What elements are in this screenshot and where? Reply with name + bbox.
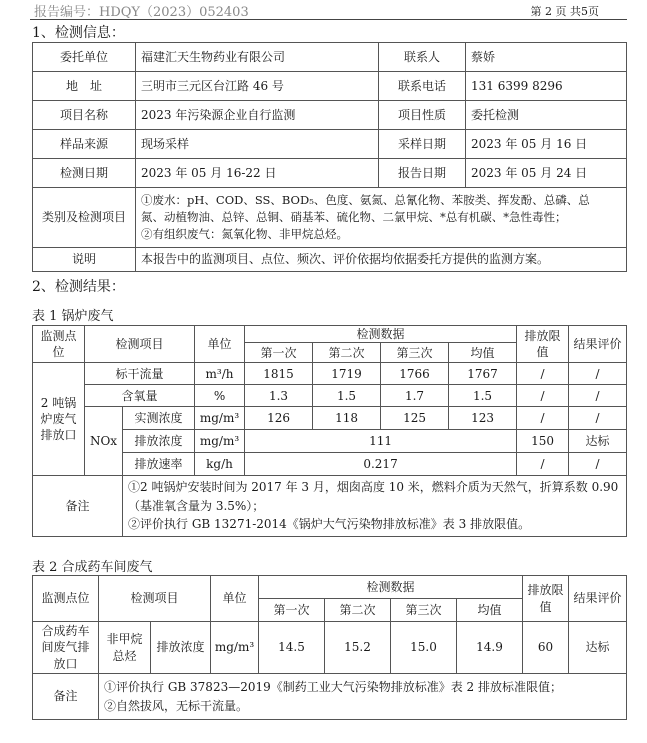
- t1-header-eval: 结果评价: [569, 326, 627, 363]
- table2-caption: 表 2 合成药车间废气: [32, 560, 153, 575]
- info-table: [32, 42, 627, 272]
- t2-item: 排放浓度: [151, 622, 211, 674]
- project-value: 2023 年污染源企业自行监测: [136, 101, 379, 130]
- category-line-2: 氮、动植物油、总锌、总铜、硝基苯、硫化物、二氯甲烷、*总有机碳、*急性毒性；: [141, 210, 567, 225]
- t2-header-unit: 单位: [211, 576, 259, 622]
- t1-nox-group: NOx: [85, 407, 123, 476]
- t2-unit: mg/m³: [211, 622, 259, 674]
- t1-limit: /: [517, 385, 569, 407]
- page-number: 第 2 页 共5页: [530, 5, 599, 18]
- t1-row-unit: %: [195, 385, 245, 407]
- category-label: 类别及检测项目: [33, 188, 136, 248]
- t2-remark-line-1: ①评价执行 GB 37823—2019《制药工业大气污染物排放标准》表 2 排放标准限值；: [104, 679, 563, 694]
- nature-label: 项目性质: [379, 101, 466, 130]
- t1-point: 2 吨锅炉废气排放口: [33, 363, 85, 476]
- report-date-value: 2023 年 05 月 24 日: [466, 159, 627, 188]
- note-value: 本报告中的监测项目、点位、频次、评价依据均依据委托方提供的监测方案。: [136, 248, 627, 272]
- t2-eval: 达标: [569, 622, 627, 674]
- sampling-date-label: 采样日期: [379, 130, 466, 159]
- t1-cell: 1767: [449, 363, 517, 385]
- t1-cell: 1.3: [245, 385, 313, 407]
- t2-point: 合成药车间废气排放口: [33, 622, 99, 674]
- t1-header-run3: 第三次: [381, 343, 449, 363]
- t2-header-mean: 均值: [457, 599, 523, 622]
- phone-value: 131 6399 8296: [466, 72, 627, 101]
- test-date-label: 检测日期: [33, 159, 136, 188]
- t1-limit: /: [517, 453, 569, 476]
- t1-remark-line-2: ②评价执行 GB 13271-2014《锅炉大气污染物排放标准》表 3 排放限值。: [128, 517, 531, 532]
- t1-remark-line-1: ①2 吨锅炉安装时间为 2017 年 3 月，烟囱高度 10 米，燃料介质为天然气，折算系数 0.90（基准氧含量为 3.5%）；: [128, 480, 619, 513]
- t1-remark: [123, 476, 627, 537]
- t1-header-unit: 单位: [195, 326, 245, 363]
- t2-cell: 15.0: [391, 622, 457, 674]
- phone-label: 联系电话: [379, 72, 466, 101]
- t2-remark: [99, 674, 627, 720]
- t1-cell: 1815: [245, 363, 313, 385]
- boiler-table: [32, 325, 627, 537]
- t2-header-run3: 第三次: [391, 599, 457, 622]
- t1-row-unit: mg/m³: [195, 430, 245, 453]
- nature-value: 委托检测: [466, 101, 627, 130]
- t1-row-item: 含氧量: [85, 385, 195, 407]
- t2-header-eval: 结果评价: [569, 576, 627, 622]
- header-rule: [30, 19, 627, 20]
- source-value: 现场采样: [136, 130, 379, 159]
- t1-cell: 125: [381, 407, 449, 430]
- t1-row-item: 排放速率: [123, 453, 195, 476]
- t1-eval: /: [569, 385, 627, 407]
- address-value: 三明市三元区台江路 46 号: [136, 72, 379, 101]
- project-label: 项目名称: [33, 101, 136, 130]
- t1-remark-label: 备注: [33, 476, 123, 537]
- pharma-table: [32, 575, 627, 720]
- category-value: [136, 188, 627, 248]
- t1-row-item: 排放浓度: [123, 430, 195, 453]
- contact-value: 蔡娇: [466, 43, 627, 72]
- page-header: [0, 0, 647, 22]
- t2-limit: 60: [523, 622, 569, 674]
- t1-cell: 118: [313, 407, 381, 430]
- t2-cell: 15.2: [325, 622, 391, 674]
- t1-header-item: 检测项目: [85, 326, 195, 363]
- t2-item-group: 非甲烷总烃: [99, 622, 151, 674]
- t1-header-data: 检测数据: [245, 326, 517, 343]
- table1-caption: 表 1 锅炉废气: [32, 309, 114, 324]
- t2-cell: 14.5: [259, 622, 325, 674]
- t1-cell: 1766: [381, 363, 449, 385]
- category-line-1: ①废水：pH、COD、SS、BOD₅、色度、氨氮、总氰化物、苯胺类、挥发酚、总磷、总: [141, 193, 590, 208]
- t1-cell: 1719: [313, 363, 381, 385]
- t1-row-item: 标干流量: [85, 363, 195, 385]
- t1-row-item: 实测浓度: [123, 407, 195, 430]
- t1-eval: /: [569, 453, 627, 476]
- t1-row-unit: kg/h: [195, 453, 245, 476]
- t2-remark-label: 备注: [33, 674, 99, 720]
- section1-title: 1、检测信息：: [32, 25, 125, 41]
- t1-row-unit: m³/h: [195, 363, 245, 385]
- t1-limit: /: [517, 363, 569, 385]
- t1-header-limit: 排放限值: [517, 326, 569, 363]
- t1-limit: /: [517, 407, 569, 430]
- t2-header-run1: 第一次: [259, 599, 325, 622]
- t1-cell: 123: [449, 407, 517, 430]
- report-number: 报告编号：HDQY（2023）052403: [34, 5, 249, 20]
- t2-header-limit: 排放限值: [523, 576, 569, 622]
- sampling-date-value: 2023 年 05 月 16 日: [466, 130, 627, 159]
- t1-merged-value: 0.217: [245, 453, 517, 476]
- source-label: 样品来源: [33, 130, 136, 159]
- t2-remark-line-2: ②自然拔风，无标干流量。: [104, 698, 249, 713]
- t1-cell: 126: [245, 407, 313, 430]
- section2-title: 2、检测结果：: [32, 279, 125, 295]
- t1-cell: 1.5: [313, 385, 381, 407]
- report-date-label: 报告日期: [379, 159, 466, 188]
- t1-eval: 达标: [569, 430, 627, 453]
- t2-cell: 14.9: [457, 622, 523, 674]
- category-line-3: ②有组织废气：氮氧化物、非甲烷总烃。: [141, 226, 348, 241]
- t1-eval: /: [569, 407, 627, 430]
- t1-cell: 1.7: [381, 385, 449, 407]
- t2-header-run2: 第二次: [325, 599, 391, 622]
- client-label: 委托单位: [33, 43, 136, 72]
- t2-header-data: 检测数据: [259, 576, 523, 599]
- t1-eval: /: [569, 363, 627, 385]
- address-label: 地 址: [33, 72, 136, 101]
- t2-header-item: 检测项目: [99, 576, 211, 622]
- t1-header-run2: 第二次: [313, 343, 381, 363]
- t1-header-mean: 均值: [449, 343, 517, 363]
- test-date-value: 2023 年 05 月 16-22 日: [136, 159, 379, 188]
- client-value: 福建汇天生物药业有限公司: [136, 43, 379, 72]
- t1-header-point: 监测点位: [33, 326, 85, 363]
- t1-limit: 150: [517, 430, 569, 453]
- t1-header-run1: 第一次: [245, 343, 313, 363]
- t1-row-unit: mg/m³: [195, 407, 245, 430]
- contact-label: 联系人: [379, 43, 466, 72]
- t2-header-point: 监测点位: [33, 576, 99, 622]
- note-label: 说明: [33, 248, 136, 272]
- t1-merged-value: 111: [245, 430, 517, 453]
- t1-cell: 1.5: [449, 385, 517, 407]
